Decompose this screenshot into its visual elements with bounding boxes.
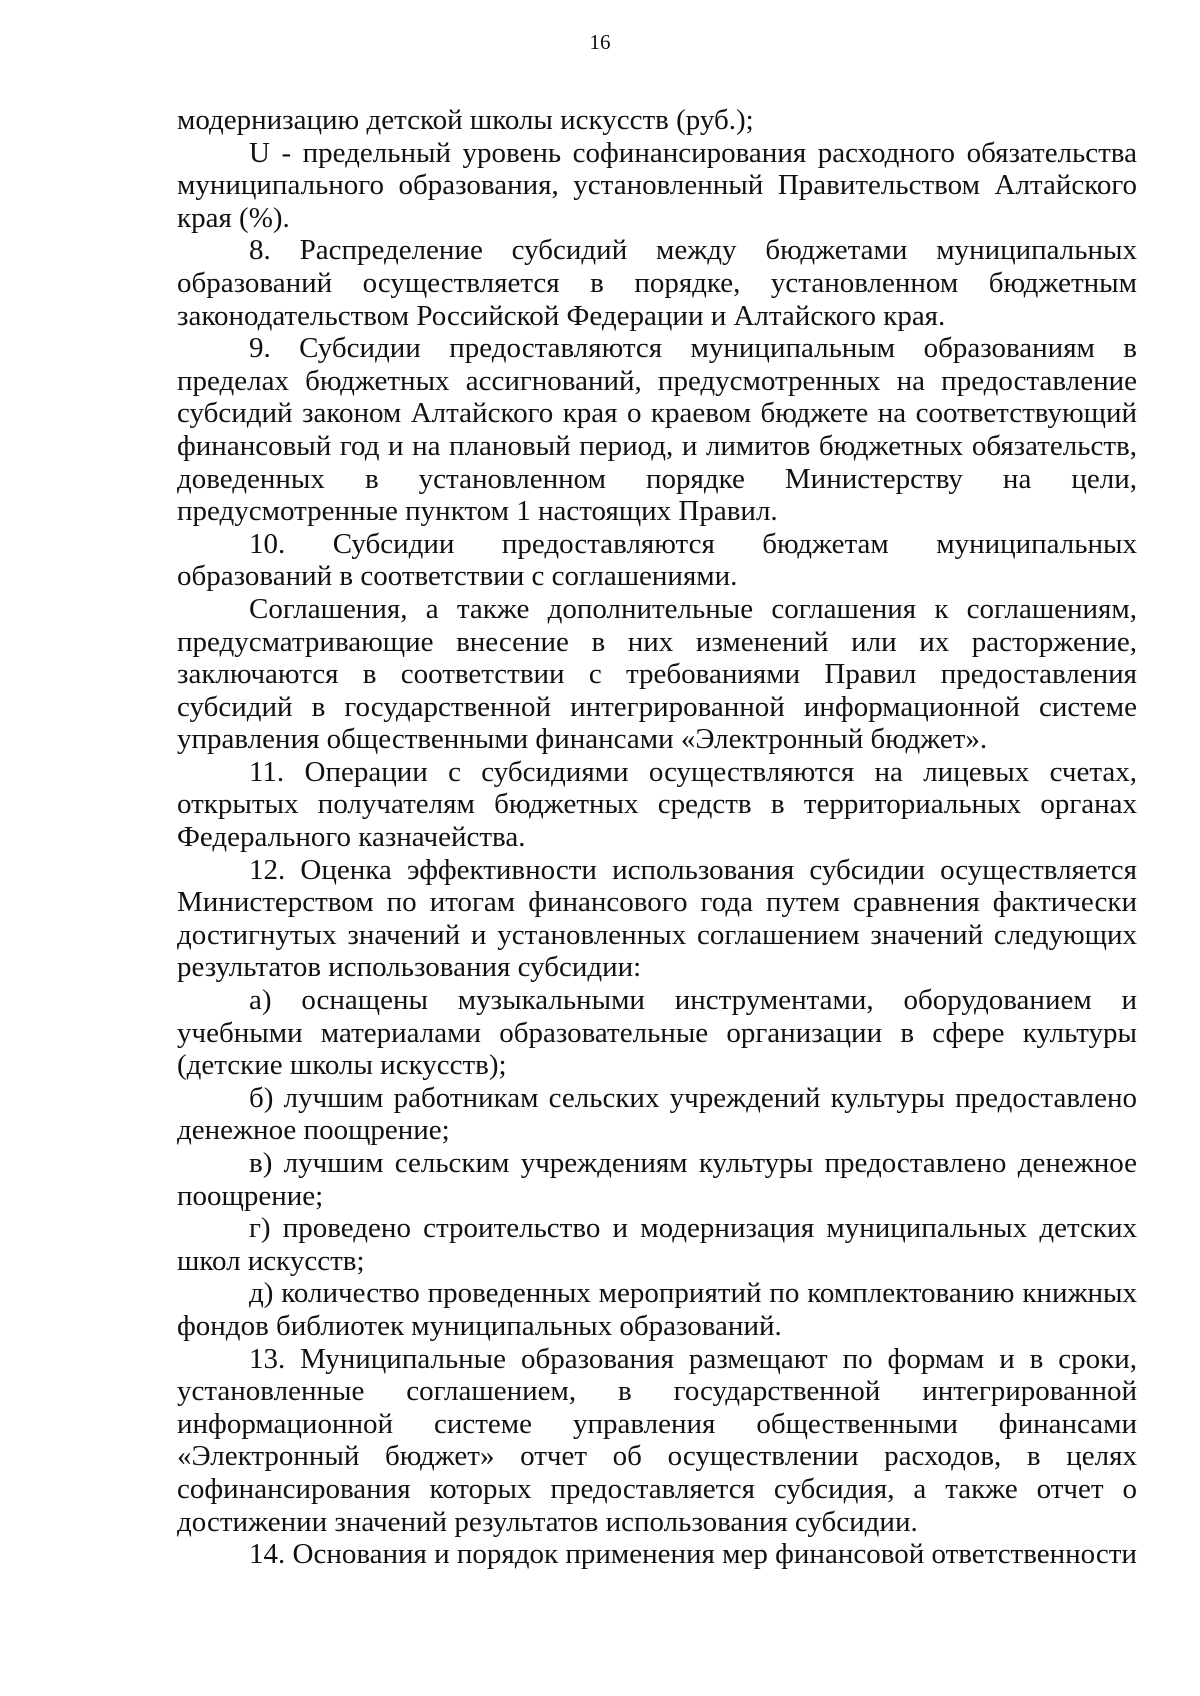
page-number: 16 (589, 30, 611, 54)
list-item-a: а) оснащены музыкальными инструментами, оборудованием и учебными материалами образовательные организации в сфере культуры (детские школы искусств); (177, 984, 1137, 1082)
document-body (177, 104, 1137, 1571)
paragraph-13: 13. Муниципальные образования размещают по формам и в сроки, установленные соглашением, в государственной интегрированной информационной системе управления общественными финансами «Электронный бюджет» отчет об осуществлении расходов, в целях софинансирования которых предоставляется субсидия, а также отчет о достижении значений результатов использования субсидии. (177, 1342, 1137, 1538)
paragraph-14: 14. Основания и порядок применения мер финансовой ответственности (249, 1538, 1137, 1571)
list-item-v: в) лучшим сельским учреждениям культуры предоставлено денежное поощрение; (177, 1147, 1137, 1212)
paragraph-10: 10. Субсидии предоставляются бюджетам муниципальных образований в соответствии с соглашениями. (177, 527, 1137, 593)
paragraph-11: 11. Операции с субсидиями осуществляются на лицевых счетах, открытых получателям бюджетных средств в территориальных органах Федерального казначейства. (177, 755, 1137, 854)
paragraph-8: 8. Распределение субсидий между бюджетами муниципальных образований осуществляется в порядке, установленном бюджетным законодательством Российской Федерации и Алтайского края. (177, 234, 1137, 332)
paragraph-continuation: модернизацию детской школы искусств (руб.); (177, 104, 754, 136)
list-item-g: г) проведено строительство и модернизация муниципальных детских школ искусств; (177, 1212, 1137, 1277)
list-item-b: б) лучшим работникам сельских учреждений культуры предоставлено денежное поощрение; (177, 1081, 1137, 1147)
paragraph-12: 12. Оценка эффективности использования субсидии осуществляется Министерством по итогам финансового года путем сравнения фактически достигнутых значений и установленных соглашением значений следующих результатов использования субсидии: (177, 853, 1137, 984)
paragraph-u-definition: U - предельный уровень софинансирования расходного обязательства муниципального образования, установленный Правительством Алтайского края (%). (177, 136, 1137, 234)
list-item-d: д) количество проведенных мероприятий по комплектованию книжных фондов библиотек муниципальных образований. (177, 1277, 1137, 1342)
paragraph-agreements: Соглашения, а также дополнительные соглашения к соглашениям, предусматривающие внесение в них изменений или их расторжение, заключаются в соответствии с требованиями Правил предоставления субсидий в государственной интегрированной информационной системе управления общественными финансами «Электронный бюджет». (177, 592, 1137, 756)
paragraph-9: 9. Субсидии предоставляются муниципальным образованиям в пределах бюджетных ассигнований, предусмотренных на предоставление субсидий законом Алтайского края о краевом бюджете на соответствующий финансовый год и на плановый период, и лимитов бюджетных обязательств, доведенных в установленном порядке Министерству на цели, предусмотренные пунктом 1 настоящих Правил. (177, 332, 1137, 528)
